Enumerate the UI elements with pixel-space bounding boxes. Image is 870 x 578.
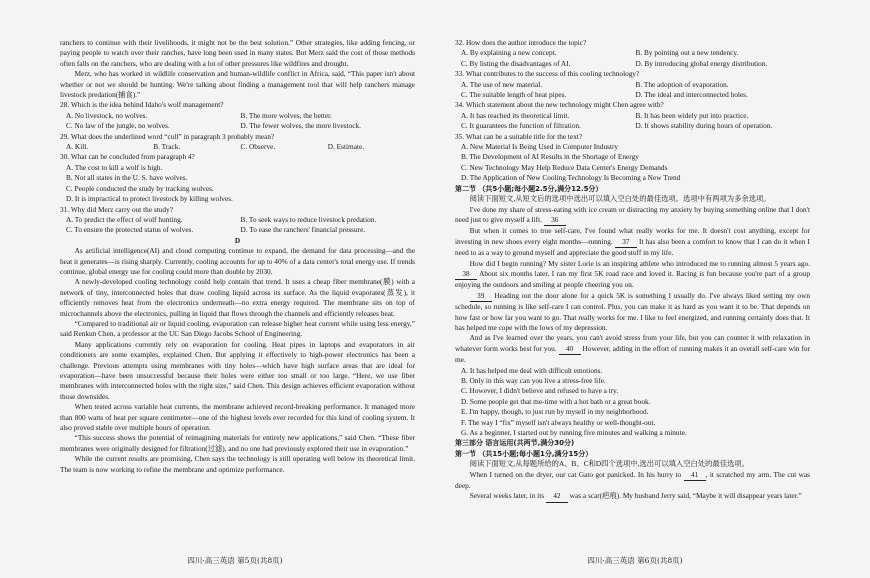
option: C. No law of the jungle, no wolves.: [66, 121, 170, 131]
question-35-stem: 35. What can be a suitable title for the text?: [455, 131, 583, 141]
option: B. Track.: [153, 142, 181, 152]
text-run: When I turned on the dryer, our cat Gato got panicked. In his hurry to: [469, 469, 682, 479]
text-run: was a scar(疤痕). My husband Jerry said, “Maybe it will disappear years later.”: [569, 491, 802, 501]
cloze-paragraph: [455, 333, 810, 365]
section-1-title: 第一节 （共15小题;每小题1分,满分15分）: [455, 449, 593, 458]
question-31-stem: 31. Why did Merz carry out the study?: [60, 204, 173, 214]
part-3-title: 第三部分 语言运用(共两节,满分30分): [455, 439, 575, 448]
blank-38: 38: [455, 269, 477, 280]
option: A. The cost to kill a wolf is high.: [66, 162, 163, 172]
blank-36: 36: [544, 215, 566, 226]
cloze-paragraph: [455, 470, 810, 492]
option: D. The ideal and interconnected holes.: [635, 90, 748, 100]
page-footer-right: 四川·高三英语 第6页(共8页): [587, 556, 683, 565]
option: C. People conducted the study by tracking wolves.: [66, 183, 214, 193]
passage-d-paragraph: While the current results are promising, Chen says the technology is still operating well below its theoretical limit. The team is now working to refine the membrane and optimize performance.: [60, 454, 415, 474]
blank-41: 41: [684, 470, 706, 481]
option: D. The fewer wolves, the more livestock.: [240, 121, 361, 131]
blank-42: 42: [546, 491, 568, 502]
choice: G. As a beginner, I started out by running five minutes and walking a minute.: [461, 428, 687, 438]
cloze-paragraph: [455, 291, 810, 334]
choice: F. The way I “fix” myself isn't always healthy or well-thought-out.: [461, 417, 656, 427]
option: C. New Technology May Help Reduce Data Center's Energy Demands: [461, 162, 668, 172]
cloze-paragraph: [455, 226, 810, 258]
text-run: , it scratched my arm. The cut was deep.: [455, 469, 810, 491]
text-run: How did I begin running? My sister Lorie is an inspiring athlete who introduced me to running almost 5 years ago.: [469, 258, 810, 268]
option: A. The use of new material.: [461, 79, 543, 89]
text-run: Several weeks later, in its: [469, 491, 545, 501]
passage-d-paragraph: “Compared to traditional air or liquid cooling, evaporation can release higher heat current while using less energy,” said Renkun Chen, a professor at the UC San Diego Jacobs School of Engineering.: [60, 318, 415, 339]
option: A. No livestock, no wolves.: [66, 110, 148, 120]
question-32-stem: 32. How does the author introduce the topic?: [455, 38, 587, 47]
option: C. Observe.: [240, 142, 276, 152]
option: D. Estimate.: [327, 142, 365, 152]
option: D. The Application of New Cooling Technology Is Becoming a New Trend: [461, 173, 681, 183]
option: A. It has reached its theoretical limit.: [461, 110, 570, 120]
question-34-stem: 34. Which statement about the new technology might Chen agree with?: [455, 100, 664, 110]
option: D. To ease the ranchers' financial pressure.: [240, 225, 366, 235]
question-28-options: [60, 111, 415, 132]
passage-d-paragraph: “This success shows the potential of reimagining materials for entirely new applications,” said Chen. “These fiber membranes were originally designed for filtration(过滤), and no one had previously explored their use in evaporation.”: [60, 433, 415, 453]
passage-d-paragraph: Many applications currently rely on evaporation for cooling. Heat pipes in laptops and evaporators in air conditioners are some examples, explained Chen. But applying it effectively to high-power electronics has been a challenge. Previous attempts using membranes with tiny holes—which have high surface areas that are ideal for evaporation—have been unsuccessful because their holes were either too small or too large. “Here, we use fiber membranes with interconnected holes with the right size,” said Chen. This design achieves efficient evaporation without those downsides.: [60, 339, 415, 401]
text-run: But when it comes to true self-care, I've found what really works for me. It doesn't cost anything, except for investing in new shoes every eight months—running.: [455, 226, 810, 246]
option: B. It has been widely put into practice.: [635, 110, 749, 120]
text-run: I've done my share of stress-eating with ice cream or distracting my anxiety by buying something online that I don't need just to give myself a lift.: [455, 204, 810, 224]
question-33-options: [455, 80, 810, 101]
option: B. The adoption of evaporation.: [635, 79, 729, 89]
passage-c-paragraph: Merz, who has worked in wildlife conservation and human-wildlife conflict in Africa, said, “This paper isn't about whether or not we should be hunting. We're talking about finding a management tool that will help ranchers manage livestock predation(捕食).”: [60, 69, 415, 100]
blank-40: 40: [559, 344, 581, 355]
passage-d-paragraph: As artificial intelligence(AI) and cloud computing continue to expand, the demand for data processing—and the heat it generates—is rising sharply. Currently, cooling accounts for up to 40% of a data center's total energy use. If trends continue, global energy use for cooling could more than double by 2030.: [60, 246, 415, 276]
option: B. The Development of AI Results in the Shortage of Energy: [461, 152, 639, 162]
section-1-instructions: 阅读下面短文,从每题所给的A、B、C和D四个选项中,选出可以填入空白处的最佳选项。: [469, 459, 749, 469]
text-run: Heading out the door alone for a quick 5K is something I usually do. I've always liked setting my own schedule, so running is like self-care I can control. Plus, you can make it as hard as you want it to be. That depends on how fast or how far you want to go. That really works for me. I like to feel energized, and running certainly does that. It has helped me cope with the lows of my depression.: [455, 290, 810, 332]
question-29-stem: 29. What does the underlined word “cull” in paragraph 3 probably mean?: [60, 131, 275, 141]
option: D. It shows stability during hours of operation.: [635, 121, 773, 131]
question-34-options: [455, 111, 810, 132]
choice: C. However, I didn't believe and refused to have a try.: [461, 386, 619, 396]
text-run: About six months later, I ran my first 5K road race and loved it. Racing is fun because you're part of a group enjoying the outdoors and smiling at people cheering you on.: [455, 268, 810, 290]
option: A. To predict the effect of wolf hunting.: [66, 214, 183, 224]
option: A. By explaining a new concept.: [461, 48, 557, 58]
option: C. It guarantees the function of filtration.: [461, 121, 581, 131]
option: D. It is impractical to protect livestock by killing wolves.: [66, 194, 233, 204]
option: D. By introducing global energy distribution.: [635, 58, 768, 68]
question-28-stem: 28. Which is the idea behind Idaho's wolf management?: [60, 100, 224, 110]
choice: B. Only in this way can you live a stress-free life.: [461, 376, 606, 385]
passage-d-paragraph: When tested across variable heat currents, the membrane achieved record-breaking performance. It managed more than 800 watts of heat per square centimeter—one of the highest levels ever recorded for this kind of cooling system. It also proved stable over multiple hours of operation.: [60, 402, 415, 433]
option: B. Not all states in the U. S. have wolves.: [66, 173, 188, 183]
choice: D. Some people get that me-time with a hot bath or a great book.: [461, 396, 651, 406]
option: A. Kill.: [66, 142, 89, 152]
blank-39: 39: [470, 291, 492, 302]
blank-37: 37: [615, 237, 637, 248]
question-31-options: [60, 215, 415, 236]
page-footer-left: 四川·高三英语 第5页(共8页): [187, 556, 283, 565]
question-32-options: [455, 48, 810, 69]
option: B. The more wolves, the better.: [240, 110, 332, 120]
question-33-stem: 33. What contributes to the success of this cooling technology?: [455, 69, 640, 79]
cloze-paragraph: [455, 205, 810, 227]
option: C. By listing the disadvantages of AI.: [461, 58, 571, 68]
section-2-title: 第二节 （共5小题;每小题2.5分,满分12.5分）: [455, 184, 603, 193]
text-run: However, adding in the effort of running makes it an overall self-care win for me.: [455, 343, 810, 365]
left-page-column: [60, 38, 415, 551]
right-page-column: [455, 38, 810, 551]
cloze-paragraph: [455, 491, 810, 502]
text-run: And as I've learned over the years, you can't avoid stress from your life, but you can counter it with relaxation in whatever form works best for you.: [455, 333, 810, 353]
option: C. To ensure the protected status of wolves.: [66, 225, 194, 235]
passage-d-paragraph: A newly-developed cooling technology could help contain that trend. It uses a cheap fiber membrane(膜) with a network of tiny, interconnected holes that draw cooling liquid across its surface. As the liquid evaporates(蒸发), it efficiently removes heat from the electronics underneath—no extra energy required. The membrane sits on top of microchannels above the electronics, pulling in liquid that flows through the channels and efficiently releases heat.: [60, 277, 415, 318]
choice: E. I'm happy, though, to just run by myself in my neighborhood.: [461, 407, 649, 417]
text-run: It has also been a comfort to know that I can do it when I need to as a way to ground myself and appreciate the good stuff in my life.: [455, 236, 810, 258]
option: B. To seek ways to reduce livestock predation.: [240, 214, 377, 224]
option: A. New Material Is Being Used in Computer Industry: [461, 142, 619, 152]
option: B. By pointing out a new tendency.: [635, 48, 739, 58]
choice: A. It has helped me deal with difficult emotions.: [461, 365, 603, 375]
cloze-paragraph: [455, 259, 810, 291]
passage-d-heading: D: [234, 235, 241, 245]
section-2-instructions: 阅读下面短文,从短文后的选项中选出可以填入空白处的最佳选项。选项中有两项为多余选项。: [469, 194, 771, 204]
question-30-stem: 30. What can be concluded from paragraph 4?: [60, 152, 195, 162]
option: C. The suitable length of heat pipes.: [461, 90, 567, 100]
question-29-options: [60, 142, 415, 152]
passage-c-paragraph: ranchers to continue with their livelihoods, it might not be the best solution.” Other strategies, like adding fencing, or paying people to watch over their ranches, have long been used in many states. But Merz said the cost of those methods often falls on the ranchers, who are dealing with a lot of other pressures like wildfires and drought.: [60, 38, 415, 68]
